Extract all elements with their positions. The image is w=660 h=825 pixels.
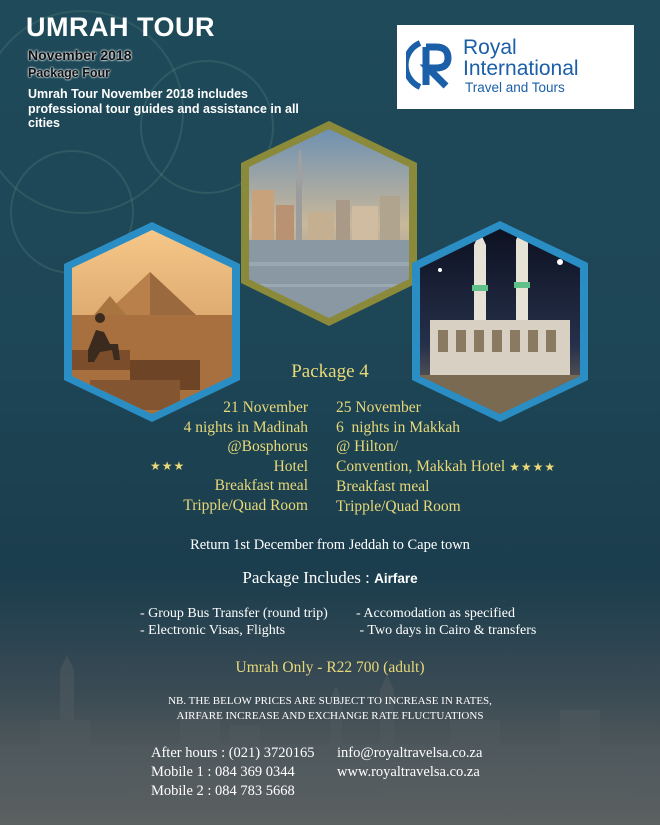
phone-contacts bbox=[151, 744, 315, 801]
pyramids-photo bbox=[60, 222, 240, 425]
package-label: Package Four bbox=[28, 66, 110, 80]
online-contacts bbox=[337, 744, 482, 782]
disclaimer-line: NB. THE BELOW PRICES ARE SUBJECT TO INCREASE IN RATES, bbox=[168, 695, 492, 707]
disclaimer-line: AIRFARE INCREASE AND EXCHANGE RATE FLUCTUATIONS bbox=[176, 709, 484, 722]
return-info: Return 1st December from Jeddah to Cape town bbox=[190, 537, 470, 553]
includes-item: Airfare bbox=[374, 571, 418, 586]
madinah-stars: ★★★ bbox=[150, 458, 186, 473]
after-hours-phone: After hours : (021) 3720165 bbox=[151, 745, 315, 761]
makkah-nights: 6 nights in Makkah bbox=[336, 418, 460, 436]
makkah-hotel-row bbox=[336, 457, 596, 478]
includes-label: Package Includes : bbox=[242, 568, 375, 587]
price-label: Umrah Only - R22 700 (adult) bbox=[235, 659, 425, 676]
madinah-hotel-suffix: Hotel bbox=[273, 457, 308, 475]
makkah-meal: Breakfast meal bbox=[336, 478, 430, 495]
mobile-1: Mobile 1 : 084 369 0344 bbox=[151, 764, 295, 780]
makkah-date: 25 November bbox=[336, 399, 421, 416]
madinah-hotel-row bbox=[150, 457, 308, 477]
makkah-details bbox=[336, 398, 596, 516]
includes-list-left bbox=[140, 605, 328, 639]
madinah-hotel: @Bosphorus bbox=[227, 438, 308, 455]
list-item: - Accomodation as specified bbox=[356, 606, 516, 621]
logo-text-international: International bbox=[463, 57, 579, 80]
package-includes bbox=[0, 568, 660, 588]
makkah-room: Tripple/Quad Room bbox=[336, 497, 461, 515]
list-item: - Two days in Cairo & transfers bbox=[356, 623, 537, 638]
madinah-nights: 4 nights in Madinah bbox=[183, 418, 308, 436]
website-link[interactable]: www.royaltravelsa.co.za bbox=[337, 764, 480, 780]
madinah-meal: Breakfast meal bbox=[214, 477, 308, 494]
includes-list-right bbox=[356, 605, 536, 639]
mosque-photo bbox=[410, 221, 590, 425]
page-title: UMRAH TOUR bbox=[26, 12, 215, 42]
madinah-details bbox=[150, 398, 308, 515]
madinah-date: 21 November bbox=[223, 399, 308, 416]
intro-text: Umrah Tour November 2018 includes professional tour guides and assistance in all cities bbox=[28, 87, 299, 130]
list-item: - Electronic Visas, Flights bbox=[140, 623, 286, 638]
month-label: November 2018 bbox=[28, 47, 132, 63]
mobile-2: Mobile 2 : 084 783 5668 bbox=[151, 783, 295, 799]
list-item: - Group Bus Transfer (round trip) bbox=[140, 606, 328, 621]
makkah-hotel: @ Hilton/ bbox=[336, 438, 399, 455]
email-link[interactable]: info@royaltravelsa.co.za bbox=[337, 745, 483, 761]
logo-text-tagline: Travel and Tours bbox=[465, 80, 565, 95]
package-title: Package 4 bbox=[291, 361, 369, 382]
makkah-stars: ★★★★ bbox=[509, 459, 557, 474]
price-disclaimer bbox=[0, 694, 660, 723]
makkah-hotel-name: Convention, Makkah Hotel bbox=[336, 457, 506, 475]
logo-text-royal: Royal bbox=[463, 36, 517, 59]
madinah-room: Tripple/Quad Room bbox=[183, 496, 308, 514]
city-skyline-photo bbox=[240, 121, 420, 326]
